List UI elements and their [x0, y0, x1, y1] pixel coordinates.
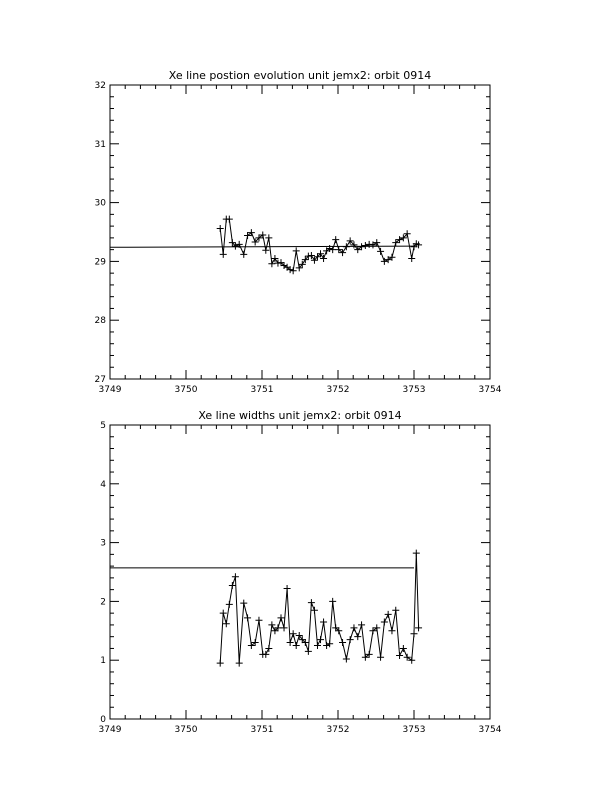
y-tick-label: 2: [100, 597, 106, 608]
data-point: [281, 624, 288, 631]
chart-title: Xe line widths unit jemx2: orbit 0914: [198, 409, 402, 422]
y-tick-label: 32: [94, 81, 106, 91]
x-tick-label: 3754: [478, 385, 502, 395]
data-point: [332, 236, 339, 243]
data-point: [358, 621, 365, 628]
data-point: [329, 598, 336, 605]
data-point: [413, 550, 420, 557]
data-point: [326, 640, 333, 647]
data-point: [381, 618, 388, 625]
data-point: [320, 255, 327, 262]
data-point: [320, 618, 327, 625]
y-tick-label: 29: [94, 257, 106, 268]
data-point: [308, 252, 315, 259]
data-point: [293, 642, 300, 649]
data-point: [240, 600, 247, 607]
y-tick-label: 4: [100, 479, 106, 490]
widths-panel: [99, 409, 502, 735]
data-point: [343, 243, 350, 250]
reference-line: [110, 246, 414, 247]
data-point: [377, 654, 384, 661]
data-point: [366, 241, 373, 248]
data-point: [278, 614, 285, 621]
data-point: [240, 251, 247, 258]
data-point: [388, 627, 395, 634]
data-point: [392, 607, 399, 614]
data-point: [262, 651, 269, 658]
data-point: [293, 247, 300, 254]
chart-title: Xe line postion evolution unit jemx2: orbit 0914: [168, 69, 432, 82]
data-point: [217, 225, 224, 232]
data-point: [290, 267, 297, 274]
data-point: [343, 656, 350, 663]
plot-frame: [110, 85, 490, 379]
series-line: [220, 219, 418, 271]
y-tick-label: 27: [94, 375, 106, 385]
data-point: [287, 639, 294, 646]
y-tick-label: 1: [100, 656, 106, 667]
data-point: [274, 260, 281, 267]
y-tick-label: 0: [100, 715, 106, 725]
data-point: [314, 642, 321, 649]
y-tick-label: 30: [94, 198, 106, 209]
x-tick-label: 3751: [250, 725, 274, 735]
y-tick-label: 28: [94, 316, 106, 327]
data-point: [262, 247, 269, 254]
y-tick-label: 5: [100, 421, 106, 431]
y-tick-label: 31: [94, 139, 106, 150]
data-point: [311, 607, 318, 614]
data-point: [400, 645, 407, 652]
data-point: [411, 630, 418, 637]
data-point: [265, 645, 272, 652]
data-point: [381, 258, 388, 265]
data-point: [350, 624, 357, 631]
data-point: [385, 611, 392, 618]
data-point: [415, 624, 422, 631]
data-point: [226, 216, 233, 223]
data-point: [317, 636, 324, 643]
data-point: [268, 260, 275, 267]
data-point: [339, 639, 346, 646]
data-point: [220, 610, 227, 617]
data-point: [284, 585, 291, 592]
x-tick-label: 3749: [98, 385, 122, 395]
data-point: [296, 632, 303, 639]
plot-frame: [110, 425, 490, 719]
x-tick-label: 3750: [174, 725, 198, 735]
data-point: [362, 242, 369, 249]
data-point: [396, 652, 403, 659]
data-point: [223, 620, 230, 627]
data-point: [255, 617, 262, 624]
data-point: [217, 660, 224, 667]
data-point: [236, 660, 243, 667]
x-tick-label: 3754: [478, 725, 502, 735]
data-point: [220, 251, 227, 258]
data-point: [329, 246, 336, 253]
data-point: [347, 636, 354, 643]
data-point: [232, 573, 239, 580]
x-tick-label: 3750: [174, 385, 198, 395]
x-tick-label: 3753: [402, 385, 426, 395]
data-point: [290, 630, 297, 637]
data-point: [408, 255, 415, 262]
data-point: [268, 621, 275, 628]
data-point: [229, 582, 236, 589]
data-point: [308, 599, 315, 606]
x-tick-label: 3749: [98, 725, 122, 735]
data-point: [271, 255, 278, 262]
y-tick-label: 3: [100, 538, 106, 549]
x-tick-label: 3751: [250, 385, 274, 395]
data-point: [265, 234, 272, 241]
series-line: [220, 553, 418, 663]
x-tick-label: 3752: [326, 725, 350, 735]
x-tick-label: 3753: [402, 725, 426, 735]
data-point: [244, 614, 251, 621]
x-tick-label: 3752: [326, 385, 350, 395]
position-panel: [95, 69, 502, 395]
data-point: [377, 248, 384, 255]
data-point: [323, 642, 330, 649]
data-point: [305, 648, 312, 655]
data-point: [354, 633, 361, 640]
data-point: [226, 601, 233, 608]
